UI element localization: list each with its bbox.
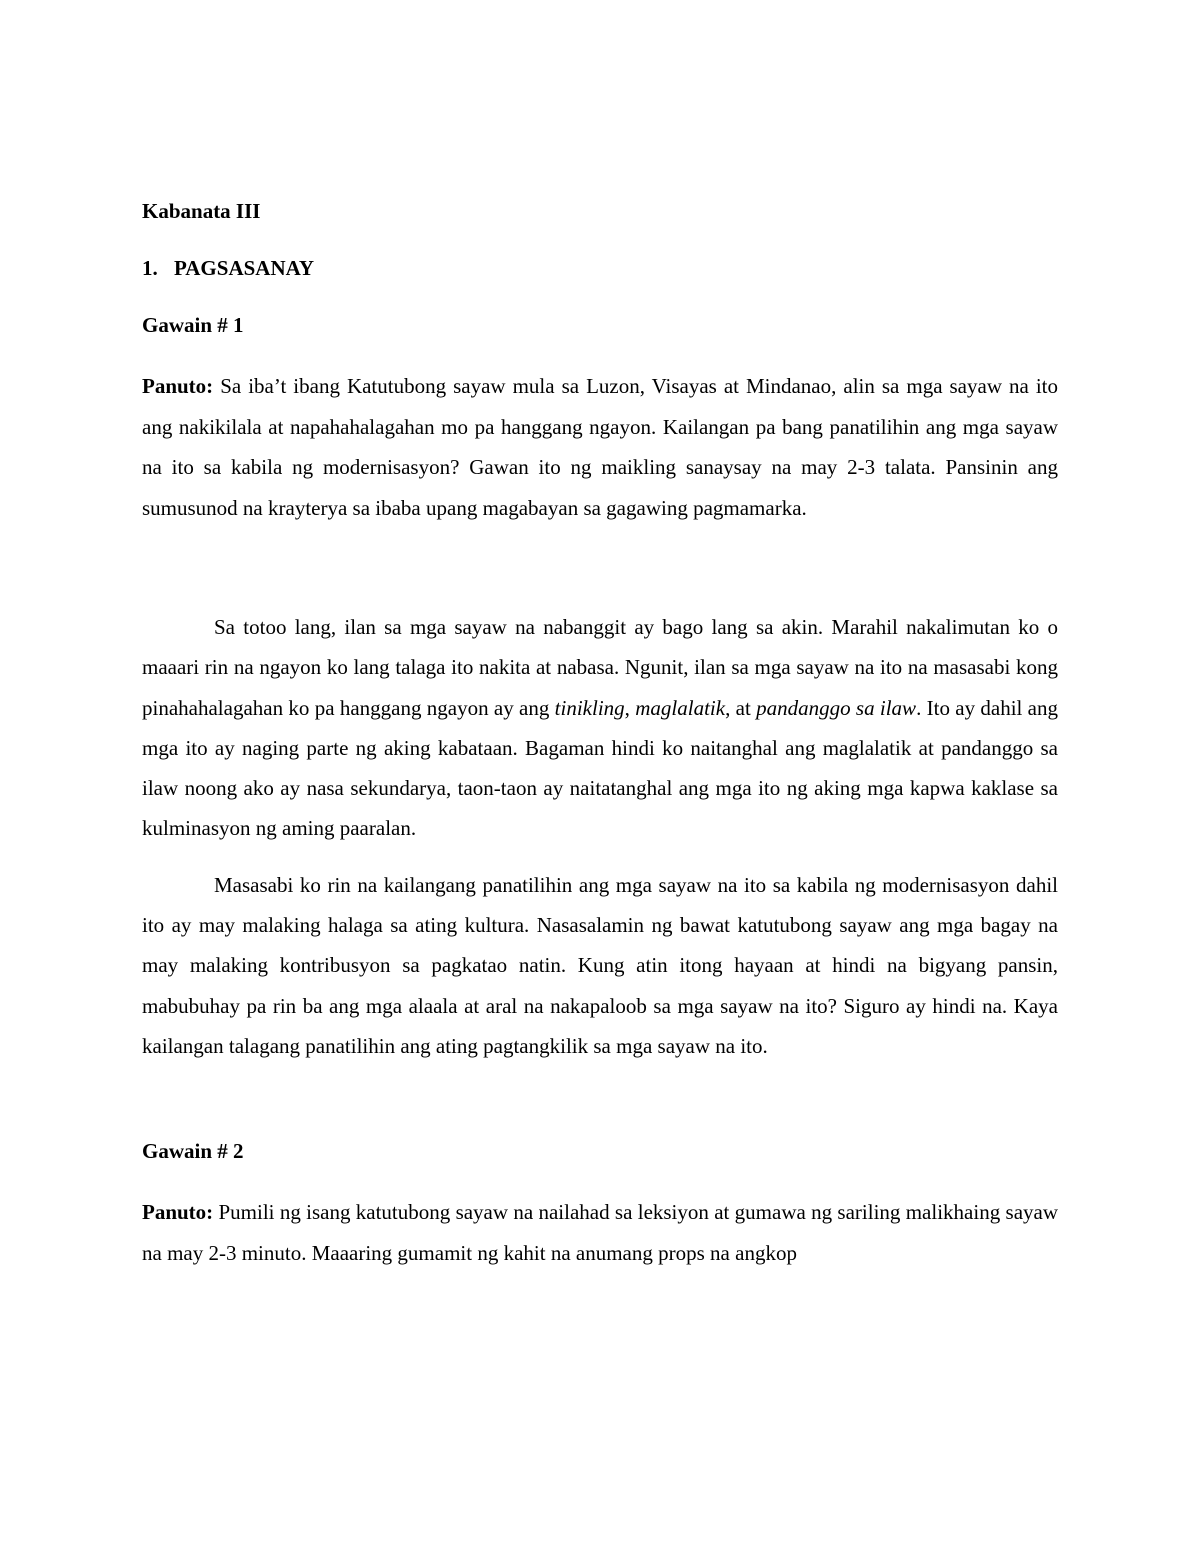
section-number: 1. xyxy=(142,256,158,280)
task1-instruction-text: Sa iba’t ibang Katutubong sayaw mula sa Luzon, Visayas at Mindanao, alin sa mga sayaw na ito ang nakikilala at napahahalagahan mo pa hanggang ngayon. Kailangan pa bang panatilihin ang mga sayaw na ito sa kabila ng modernisasyon? Gawan ito ng maikling sanaysay na may 2-3 talata. Pansinin ang sumusunod na krayterya sa ibaba upang magabayan sa gagawing pagmamarka. xyxy=(142,374,1058,520)
document-body xyxy=(142,196,1058,1273)
section-title: PAGSASANAY xyxy=(174,256,315,280)
task2-instruction xyxy=(142,1192,1058,1273)
essay-paragraph-1 xyxy=(142,607,1058,849)
task1-heading: Gawain # 1 xyxy=(142,313,244,337)
section-heading xyxy=(142,253,1058,283)
essay-paragraph-2: Masasabi ko rin na kailangang panatilihin ang mga sayaw na ito sa kabila ng modernisasyon dahil ito ay may malaking halaga sa ating kultura. Nasasalamin ng bawat katutubong sayaw ang mga bagay na may malaking kontribusyon sa pagkatao natin. Kung atin itong hayaan at hindi na bigyang pansin, mabubuhay pa rin ba ang mga alaala at aral na nakapaloob sa mga sayaw na ito? Siguro ay hindi na. Kaya kailangan talagang panatilihin ang ating pagtangkilik sa mga sayaw na ito. xyxy=(142,872,1058,1058)
dance-tinikling: tinikling xyxy=(554,695,625,720)
chapter-heading: Kabanata III xyxy=(142,199,261,223)
task2-instruction-text: Pumili ng isang katutubong sayaw na nailahad sa leksiyon at gumawa ng sariling malikhaing sayaw na may 2-3 minuto. Maaaring gumamit ng kahit na anumang props na angkop xyxy=(142,1200,1058,1265)
task1-instruction-label: Panuto: xyxy=(142,374,214,398)
task1-instruction xyxy=(142,366,1058,528)
essay-sep2: , at xyxy=(725,695,757,720)
essay-p1-part2: . Ito ay dahil ang mga ito ay naging parte ng aking kabataan. Bagaman hindi ko naitanghal ang maglalatik at pandanggo sa ilaw noong ako ay nasa sekundarya, taon-taon ay naitatanghal ang mga ito ng aking mga kapwa kaklase sa kulminasyon ng aming paaralan. xyxy=(142,695,1058,841)
dance-pandanggo: pandanggo sa ilaw xyxy=(756,695,917,720)
task2-heading: Gawain # 2 xyxy=(142,1139,244,1164)
essay-sep1: , xyxy=(624,695,636,720)
task2-instruction-label: Panuto: xyxy=(142,1200,214,1225)
essay-p1-part1: Sa totoo lang, ilan sa mga sayaw na nabanggit ay bago lang sa akin. Marahil nakalimutan ko o maaari rin na ngayon ko lang talaga ito nakita at nabasa. Ngunit, ilan sa mga sayaw na ito na masasabi kong pinahahalagahan ko pa hanggang ngayon ay ang xyxy=(142,615,1058,720)
dance-maglalatik: maglalatik xyxy=(635,695,726,720)
